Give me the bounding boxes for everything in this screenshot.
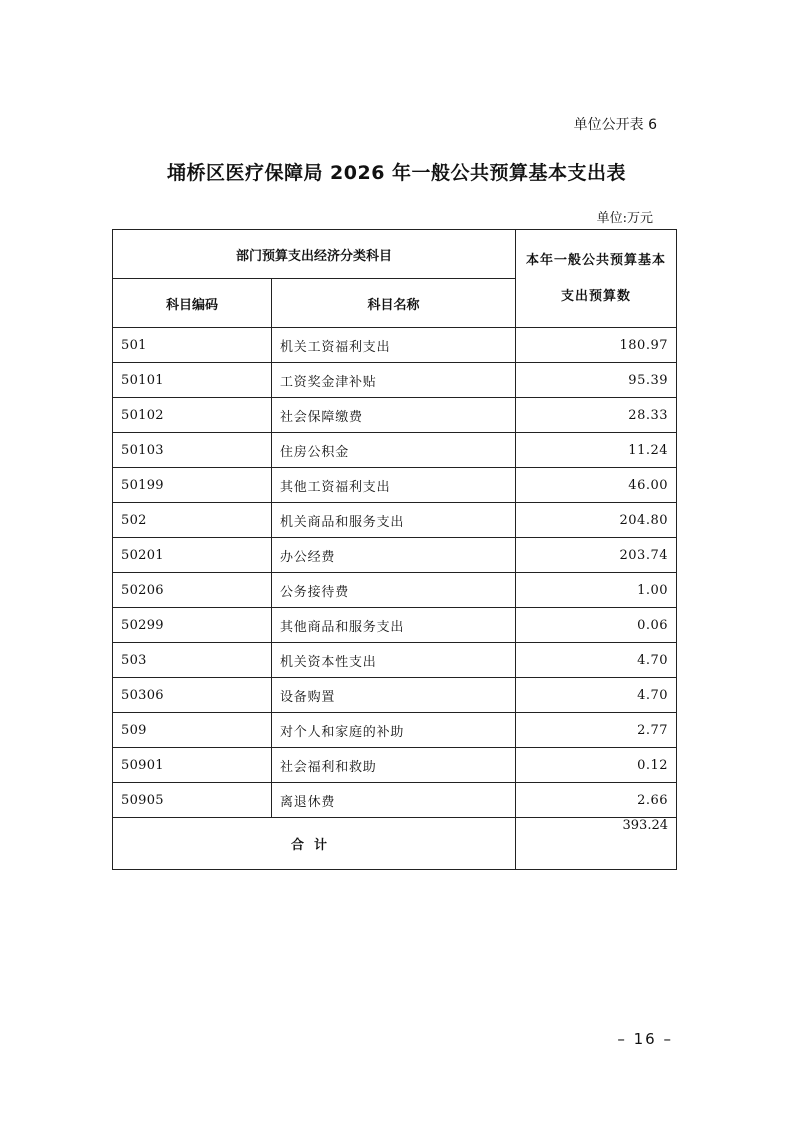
budget-amount: 11.24 [516,433,677,468]
table-row [113,433,677,468]
total-row [113,818,677,870]
budget-amount: 4.70 [516,678,677,713]
table-row [113,783,677,818]
table-row [113,328,677,363]
subject-code: 509 [113,713,272,748]
subject-name: 机关资本性支出 [272,643,516,678]
table-row [113,573,677,608]
table-row [113,538,677,573]
budget-table [112,229,677,870]
subject-code: 501 [113,328,272,363]
table-row [113,503,677,538]
unit-label: 单位:万元 [596,211,653,226]
budget-amount: 0.06 [516,608,677,643]
subject-name: 社会保障缴费 [272,398,516,433]
subject-name: 社会福利和救助 [272,748,516,783]
total-label: 合计 [113,818,516,870]
subject-code: 50101 [113,363,272,398]
total-amount: 393.24 [516,818,677,870]
budget-amount: 95.39 [516,363,677,398]
subject-code: 50299 [113,608,272,643]
page-number: – 16 – [617,1030,673,1048]
subject-code: 502 [113,503,272,538]
name-header: 科目名称 [272,279,516,328]
doc-label: 单位公开表 6 [573,117,657,133]
budget-amount: 203.74 [516,538,677,573]
subject-code: 50201 [113,538,272,573]
subject-name: 公务接待费 [272,573,516,608]
code-header: 科目编码 [113,279,272,328]
subject-code: 50306 [113,678,272,713]
subject-name: 其他商品和服务支出 [272,608,516,643]
subject-name: 离退休费 [272,783,516,818]
subject-name: 办公经费 [272,538,516,573]
subject-name: 机关工资福利支出 [272,328,516,363]
subject-name: 设备购置 [272,678,516,713]
subject-code: 50199 [113,468,272,503]
subject-code: 503 [113,643,272,678]
budget-amount: 46.00 [516,468,677,503]
table-row [113,398,677,433]
subject-name: 机关商品和服务支出 [272,503,516,538]
table-row [113,608,677,643]
table-row [113,748,677,783]
subject-name: 其他工资福利支出 [272,468,516,503]
table-row [113,363,677,398]
budget-amount: 2.66 [516,783,677,818]
table-body [113,328,677,870]
amount-header: 本年一般公共预算基本支出预算数 [516,230,677,328]
page-title: 埇桥区医疗保障局 2026 年一般公共预算基本支出表 [166,162,627,184]
budget-amount: 2.77 [516,713,677,748]
budget-amount: 28.33 [516,398,677,433]
budget-amount: 0.12 [516,748,677,783]
subject-name: 工资奖金津补贴 [272,363,516,398]
table-row [113,713,677,748]
subject-code: 50206 [113,573,272,608]
subject-code: 50905 [113,783,272,818]
subject-code: 50901 [113,748,272,783]
subject-code: 50103 [113,433,272,468]
budget-amount: 1.00 [516,573,677,608]
subject-code: 50102 [113,398,272,433]
budget-amount: 204.80 [516,503,677,538]
group-header: 部门预算支出经济分类科目 [113,230,516,279]
table-row [113,468,677,503]
subject-name: 对个人和家庭的补助 [272,713,516,748]
budget-amount: 4.70 [516,643,677,678]
table-row [113,678,677,713]
table-row [113,643,677,678]
budget-amount: 180.97 [516,328,677,363]
subject-name: 住房公积金 [272,433,516,468]
